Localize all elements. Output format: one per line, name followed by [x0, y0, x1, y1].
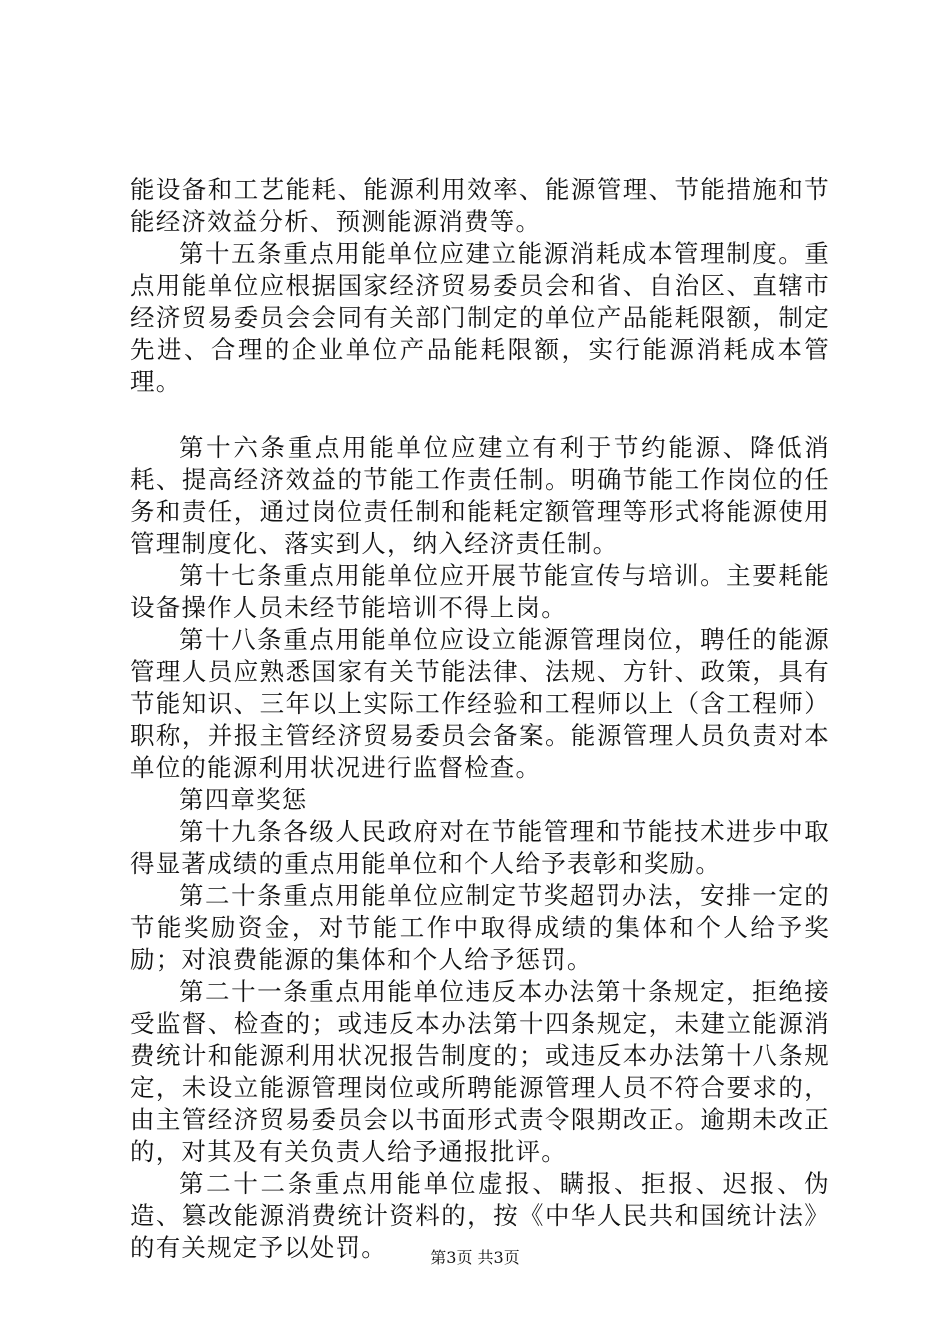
- paragraph-gap: [130, 398, 830, 432]
- paragraph-article-15: 第十五条重点用能单位应建立能源消耗成本管理制度。重点用能单位应根据国家经济贸易委员会和省、自治区、直辖市经济贸易委员会会同有关部门制定的单位产品能耗限额，制定先进、合理的企业单位产品能耗限额，实行能源消耗成本管理。: [130, 239, 830, 396]
- paragraph-article-21: 第二十一条重点用能单位违反本办法第十条规定，拒绝接受监督、检查的；或违反本办法第十四条规定，未建立能源消费统计和能源利用状况报告制度的；或违反本办法第十八条规定，未设立能源管理岗位或所聘能源管理人员不符合要求的，由主管经济贸易委员会以书面形式责令限期改正。逾期未改正的，对其及有关负责人给予通报批评。: [130, 977, 830, 1166]
- paragraph-article-19: 第十九条各级人民政府对在节能管理和节能技术进步中取得显著成绩的重点用能单位和个人给予表彰和奖励。: [130, 817, 830, 878]
- page-number-footer: 第3页 共3页: [430, 1248, 520, 1267]
- chapter-heading: 第四章奖惩: [179, 785, 308, 814]
- paragraph-article-17: 第十七条重点用能单位应开展节能宣传与培训。主要耗能设备操作人员未经节能培训不得上岗。: [130, 561, 830, 622]
- paragraph-article-18: 第十八条重点用能单位应设立能源管理岗位，聘任的能源管理人员应熟悉国家有关节能法律、法规、方针、政策，具有节能知识、三年以上实际工作经验和工程师以上（含工程师）职称，并报主管经济贸易委员会备案。能源管理人员负责对本单位的能源利用状况进行监督检查。: [130, 625, 830, 782]
- paragraph-article-20: 第二十条重点用能单位应制定节奖超罚办法，安排一定的节能奖励资金，对节能工作中取得成绩的集体和个人给予奖励；对浪费能源的集体和个人给予惩罚。: [130, 881, 830, 974]
- paragraph-continuation: 能设备和工艺能耗、能源利用效率、能源管理、节能措施和节能经济效益分析、预测能源消费等。: [130, 175, 830, 236]
- paragraph-article-22: 第二十二条重点用能单位虚报、瞒报、拒报、迟报、伪造、篡改能源消费统计资料的，按《中华人民共和国统计法》的有关规定予以处罚。: [130, 1169, 830, 1262]
- paragraph-article-16: 第十六条重点用能单位应建立有利于节约能源、降低消耗、提高经济效益的节能工作责任制。明确节能工作岗位的任务和责任，通过岗位责任制和能耗定额管理等形式将能源使用管理制度化、落实到人，纳入经济责任制。: [130, 433, 830, 558]
- document-body: [130, 174, 830, 1264]
